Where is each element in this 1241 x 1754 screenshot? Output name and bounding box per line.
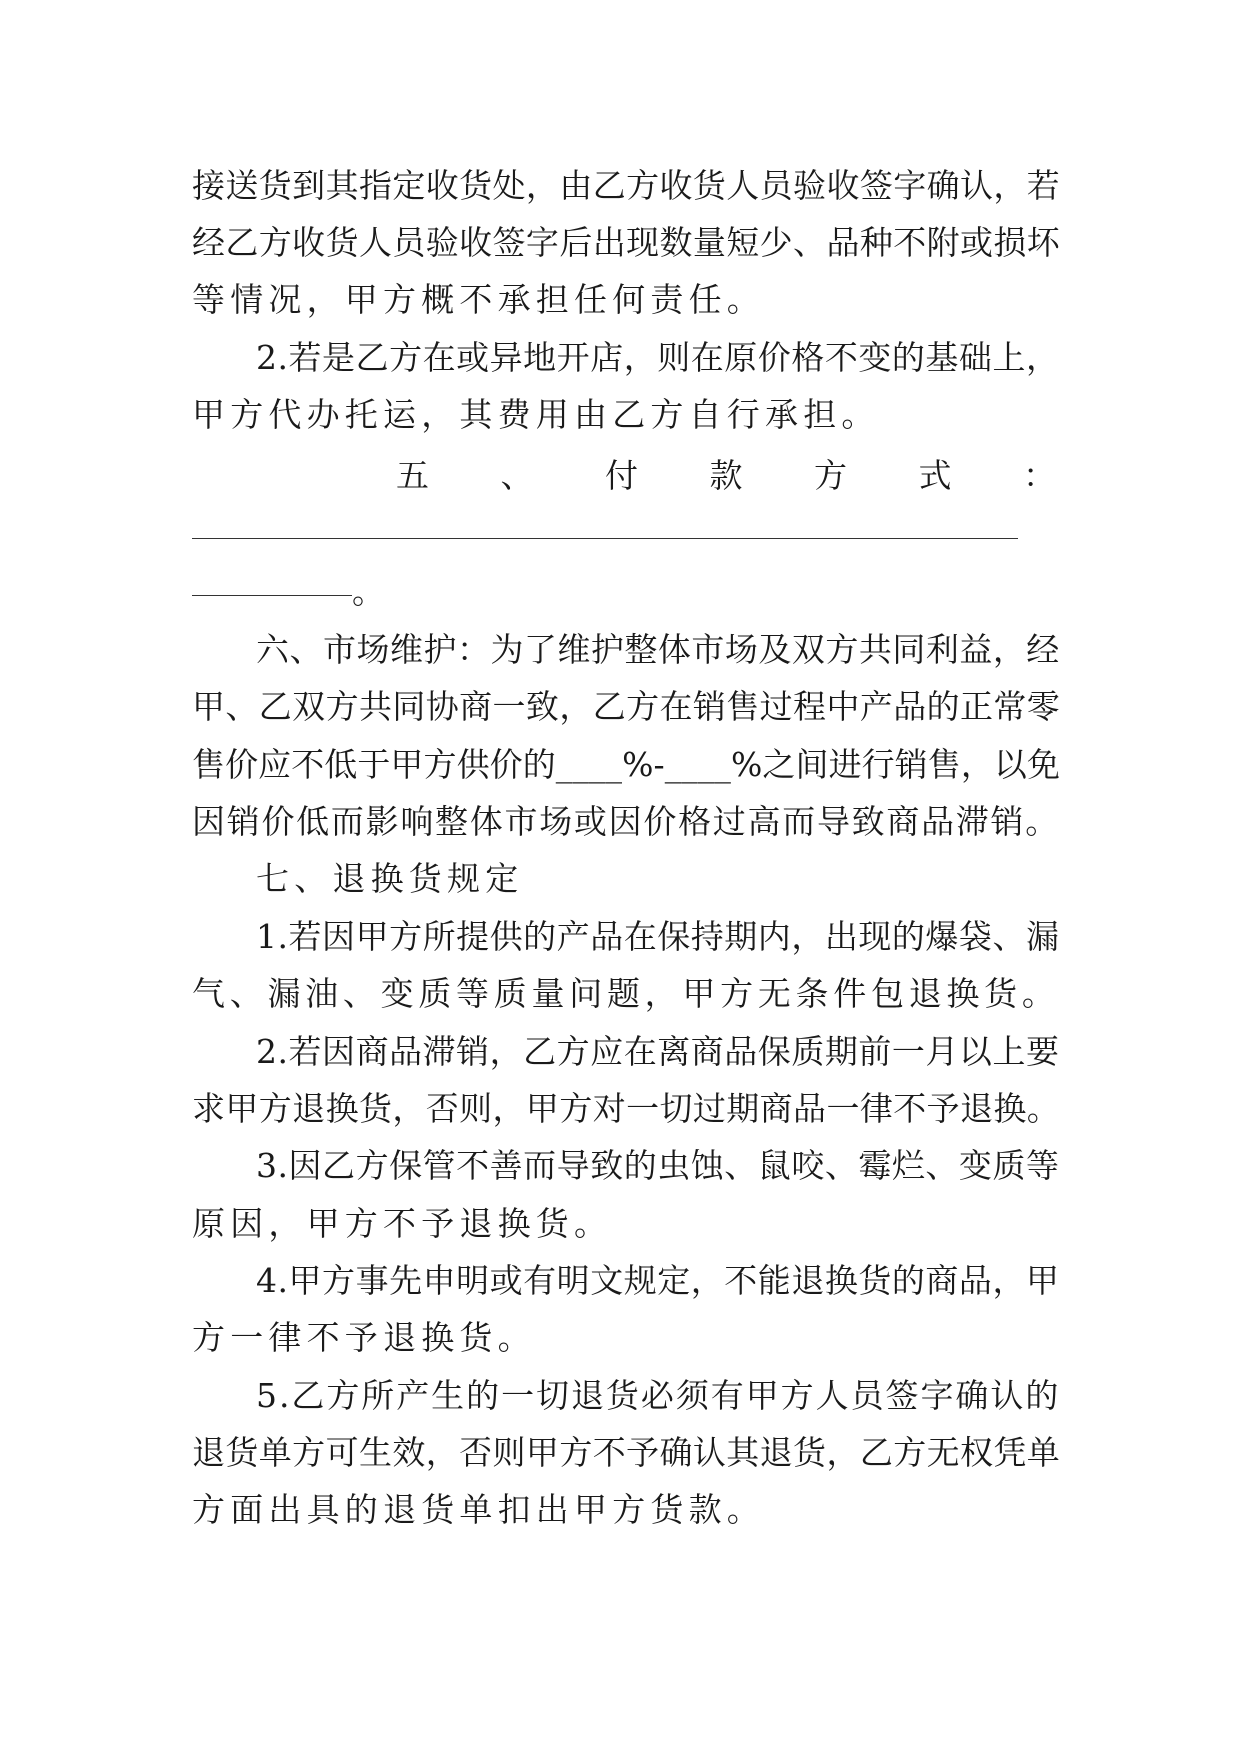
heading-char: 款	[709, 456, 743, 495]
section-7-line: 方面出具的退货单扣出甲方货款。	[192, 1490, 765, 1529]
heading-char: 式	[918, 456, 952, 495]
section-6-line: 甲、乙双方共同协商一致，乙方在销售过程中产品的正常零	[192, 687, 1061, 726]
section-7-line: 1.若因甲方所提供的产品在保持期内，出现的爆袋、漏	[256, 917, 1060, 956]
section-7-line: 退货单方可生效，否则甲方不予确认其退货，乙方无权凭单	[192, 1433, 1061, 1472]
section-7-line: 5.乙方所产生的一切退货必须有甲方人员签字确认的	[256, 1376, 1061, 1415]
section-7-line: 2.若因商品滞销，乙方应在离商品保质期前一月以上要	[256, 1032, 1060, 1071]
section-6-line: 因销价低而影响整体市场或因价格过高而导致商品滞销。	[192, 802, 1060, 841]
paragraph-line: 接送货到其指定收货处，由乙方收货人员验收签字确认，若	[192, 166, 1061, 205]
clause-2-line: 2.若是乙方在或异地开店，则在原价格不变的基础上，	[256, 338, 1060, 377]
paragraph-line: 经乙方收货人员验收签字后出现数量短少、品种不附或损坏	[192, 223, 1061, 262]
section-7-line: 原因，甲方不予退换货。	[192, 1204, 613, 1243]
section-7-line: 3.因乙方保管不善而导致的虫蚀、鼠咬、霉烂、变质等	[256, 1146, 1060, 1185]
heading-char: 方	[814, 456, 847, 495]
section-7-line: 求甲方退换货，否则，甲方对一切过期商品一律不予退换。	[192, 1089, 1061, 1128]
section-7-line: 4.甲方事先申明或有明文规定，不能退换货的商品，甲	[256, 1261, 1060, 1300]
section-6-line: 六、市场维护：为了维护整体市场及双方共同利益，经	[256, 630, 1060, 669]
section-5-heading	[192, 456, 1056, 496]
section-6-line: 售价应不低于甲方供价的____%-____%之间进行销售，以免	[192, 745, 1061, 784]
heading-char: 五	[396, 456, 429, 495]
fill-in-blank-line	[192, 538, 1018, 539]
fill-in-blank-line	[192, 595, 352, 596]
section-7-line: 气、漏油、变质等质量问题，甲方无条件包退换货。	[192, 974, 1060, 1013]
heading-char: 、	[500, 456, 534, 495]
section-7-line: 方一律不予退换货。	[192, 1318, 536, 1357]
section-7-title: 七、退换货规定	[256, 859, 524, 898]
paragraph-line: 等情况，甲方概不承担任何责任。	[192, 280, 765, 319]
heading-char: ：	[1023, 456, 1056, 495]
paragraph-line: 甲方代办托运，其费用由乙方自行承担。	[192, 395, 880, 434]
blank-end-punctuation: 。	[352, 572, 391, 611]
heading-char: 付	[605, 456, 638, 495]
